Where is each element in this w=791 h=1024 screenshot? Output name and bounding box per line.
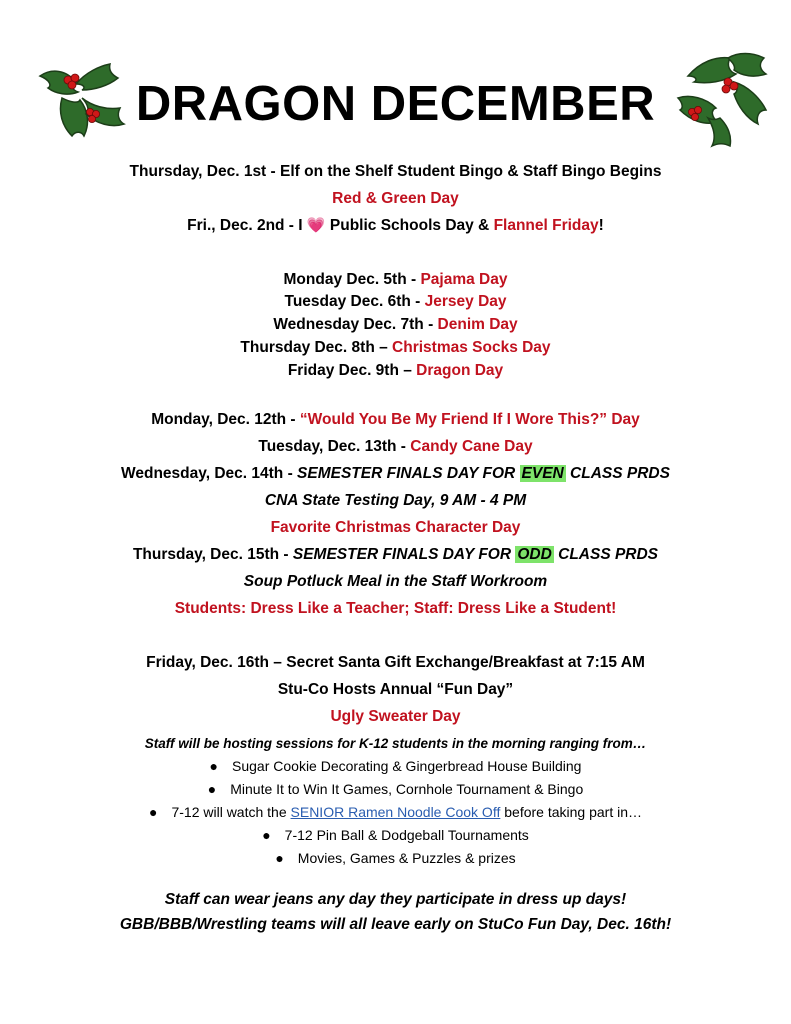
- theme-text: Flannel Friday: [493, 217, 599, 234]
- list-item: [0, 780, 791, 798]
- day-label: Fri., Dec. 2nd - I: [187, 217, 303, 234]
- list-item: [0, 757, 791, 775]
- schedule-line: Thursday, Dec. 1st - Elf on the Shelf Student Bingo & Staff Bingo Begins: [129, 163, 662, 180]
- highlight-even: EVEN: [521, 465, 564, 482]
- schedule-line: [0, 338, 791, 358]
- schedule-line: CNA State Testing Day, 9 AM - 4 PM: [264, 492, 527, 509]
- theme-text: “Would You Be My Friend If I Wore This?” Day: [299, 411, 640, 428]
- day-label: Tuesday Dec. 6th -: [284, 293, 425, 310]
- schedule-line: [0, 270, 791, 290]
- schedule-line: [0, 437, 791, 457]
- list-item-text: Minute It to Win It Games, Cornhole Tournament & Bingo: [230, 781, 584, 797]
- finals-text: CLASS PRDS: [565, 465, 670, 482]
- finals-text: CLASS PRDS: [553, 546, 659, 563]
- schedule-line: [0, 545, 791, 565]
- punctuation: !: [598, 217, 604, 234]
- footer-note: Staff can wear jeans any day they participate in dress up days!: [164, 891, 627, 908]
- theme-text: Dragon Day: [416, 362, 504, 379]
- schedule-line: [0, 216, 791, 236]
- finals-text: SEMESTER FINALS DAY FOR: [297, 465, 520, 482]
- day-label: Wednesday, Dec. 14th -: [121, 465, 298, 482]
- schedule-line: [0, 410, 791, 430]
- header: [0, 58, 791, 148]
- schedule-line: [0, 315, 791, 335]
- day-label: Monday, Dec. 12th -: [151, 411, 300, 428]
- finals-text: SEMESTER FINALS DAY FOR: [292, 546, 516, 563]
- bullet-icon: ●: [148, 804, 158, 820]
- theme-text: Jersey Day: [424, 293, 507, 310]
- bullet-icon: ●: [209, 758, 219, 774]
- highlight-odd: ODD: [517, 546, 552, 563]
- theme-line: Favorite Christmas Character Day: [270, 519, 521, 536]
- day-label: Thursday, Dec. 15th -: [132, 546, 293, 563]
- day-label: Wednesday Dec. 7th -: [273, 316, 438, 333]
- senior-cook-off-link[interactable]: SENIOR Ramen Noodle Cook Off: [290, 804, 501, 820]
- schedule-line: Stu-Co Hosts Annual “Fun Day”: [277, 681, 514, 698]
- day-label: Monday Dec. 5th -: [283, 271, 421, 288]
- list-item-text: 7-12 Pin Ball & Dodgeball Tournaments: [284, 827, 529, 843]
- theme-text: Christmas Socks Day: [392, 339, 551, 356]
- list-item: [0, 849, 791, 867]
- list-item-text: Sugar Cookie Decorating & Gingerbread House Building: [232, 758, 582, 774]
- bullet-icon: ●: [275, 850, 284, 866]
- theme-text: Candy Cane Day: [410, 438, 533, 455]
- theme-line: Ugly Sweater Day: [330, 708, 461, 725]
- event-text: Public Schools Day &: [329, 217, 494, 234]
- theme-line: Red & Green Day: [332, 190, 459, 207]
- sessions-intro: Staff will be hosting sessions for K-12 students in the morning ranging from…: [144, 736, 647, 751]
- schedule-line: [0, 292, 791, 312]
- list-item: [0, 826, 791, 844]
- list-item-text: before taking part in…: [500, 804, 642, 820]
- list-item-text: Movies, Games & Puzzles & prizes: [297, 850, 516, 866]
- theme-text: Denim Day: [437, 316, 518, 333]
- schedule-line: [0, 361, 791, 381]
- theme-line: Students: Dress Like a Teacher; Staff: Dress Like a Student!: [174, 600, 617, 617]
- schedule-line: Friday, Dec. 16th – Secret Santa Gift Exchange/Breakfast at 7:15 AM: [146, 654, 645, 671]
- heart-icon: 💗: [306, 217, 326, 234]
- schedule-line: Soup Potluck Meal in the Staff Workroom: [243, 573, 548, 590]
- list-item: [0, 803, 791, 821]
- day-label: Tuesday, Dec. 13th -: [258, 438, 411, 455]
- bullet-icon: ●: [262, 827, 271, 843]
- day-label: Thursday Dec. 8th –: [240, 339, 393, 356]
- bullet-icon: ●: [207, 781, 217, 797]
- theme-text: Pajama Day: [420, 271, 508, 288]
- day-label: Friday Dec. 9th –: [287, 362, 417, 379]
- holly-right-icon: [668, 48, 773, 148]
- schedule-line: [0, 464, 791, 484]
- page-title: DRAGON DECEMBER: [135, 77, 656, 131]
- list-item-text: 7-12 will watch the: [171, 804, 291, 820]
- footer-note: GBB/BBB/Wrestling teams will all leave early on StuCo Fun Day, Dec. 16th!: [119, 916, 672, 933]
